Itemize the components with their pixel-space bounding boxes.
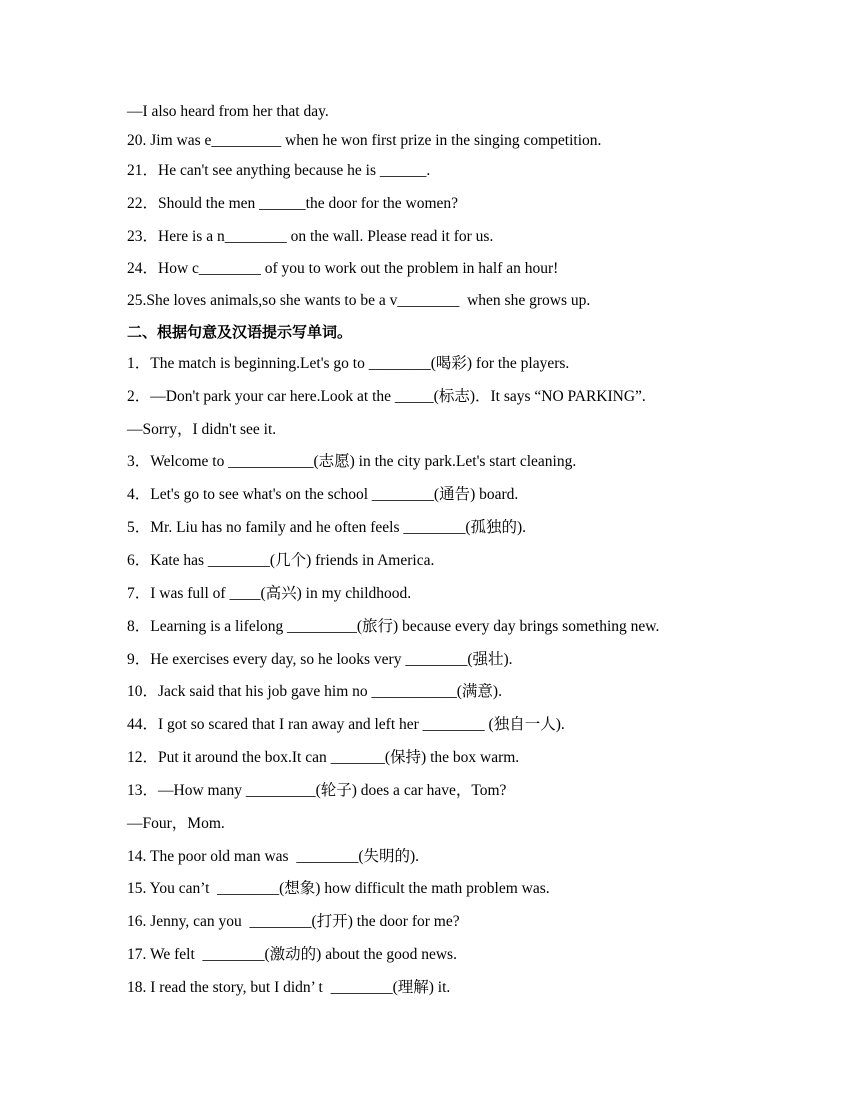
exercise-17: 17. We felt ________(激动的) about the good news. [127, 946, 457, 963]
text-line: —Four，Mom. [127, 815, 225, 832]
exercise-18: 18. I read the story, but I didn’ t ________(理解) it. [127, 979, 451, 996]
exercise-5: 5．Mr. Liu has no family and he often feels ________(孤独的). [127, 519, 527, 536]
text-line: —Sorry，I didn't see it. [127, 421, 277, 438]
exercise-10: 10．Jack said that his job gave him no ___________(满意). [127, 683, 502, 700]
exercise-24: 24．How c________ of you to work out the problem in half an hour! [127, 260, 559, 277]
exercise-22: 22．Should the men ______the door for the women? [127, 195, 459, 212]
exercise-16: 16. Jenny, can you ________(打开) the door for me? [127, 913, 460, 930]
section-heading: 二、根据句意及汉语提示写单词。 [127, 323, 353, 341]
exercise-6: 6．Kate has ________(几个) friends in America. [127, 552, 435, 569]
exercise-44: 44．I got so scared that I ran away and left her ________ (独自一人). [127, 716, 565, 733]
exercise-3: 3．Welcome to ___________(志愿) in the city park.Let's start cleaning. [127, 453, 577, 470]
exercise-7: 7．I was full of ____(高兴) in my childhood. [127, 585, 412, 602]
text-line: —I also heard from her that day. [127, 103, 329, 120]
exercise-2: 2．—Don't park your car here.Look at the _____(标志)．It says “NO PARKING”. [127, 388, 646, 405]
exercise-1: 1．The match is beginning.Let's go to ________(喝彩) for the players. [127, 355, 570, 372]
exercise-8: 8．Learning is a lifelong _________(旅行) because every day brings something new. [127, 618, 660, 635]
exercise-12: 12．Put it around the box.It can _______(保持) the box warm. [127, 749, 520, 766]
exercise-4: 4．Let's go to see what's on the school ________(通告) board. [127, 486, 519, 503]
exercise-20: 20. Jim was e_________ when he won first prize in the singing competition. [127, 132, 602, 149]
exercise-14: 14. The poor old man was ________(失明的). [127, 848, 420, 865]
exercise-25: 25.She loves animals,so she wants to be a v________ when she grows up. [127, 292, 591, 309]
exercise-23: 23．Here is a n________ on the wall. Please read it for us. [127, 228, 494, 245]
exercise-21: 21．He can't see anything because he is ______. [127, 162, 431, 179]
exercise-9: 9．He exercises every day, so he looks very ________(强壮). [127, 651, 513, 668]
exercise-15: 15. You can’t ________(想象) how difficult the math problem was. [127, 880, 550, 897]
exercise-13: 13．—How many _________(轮子) does a car have，Tom? [127, 782, 507, 799]
